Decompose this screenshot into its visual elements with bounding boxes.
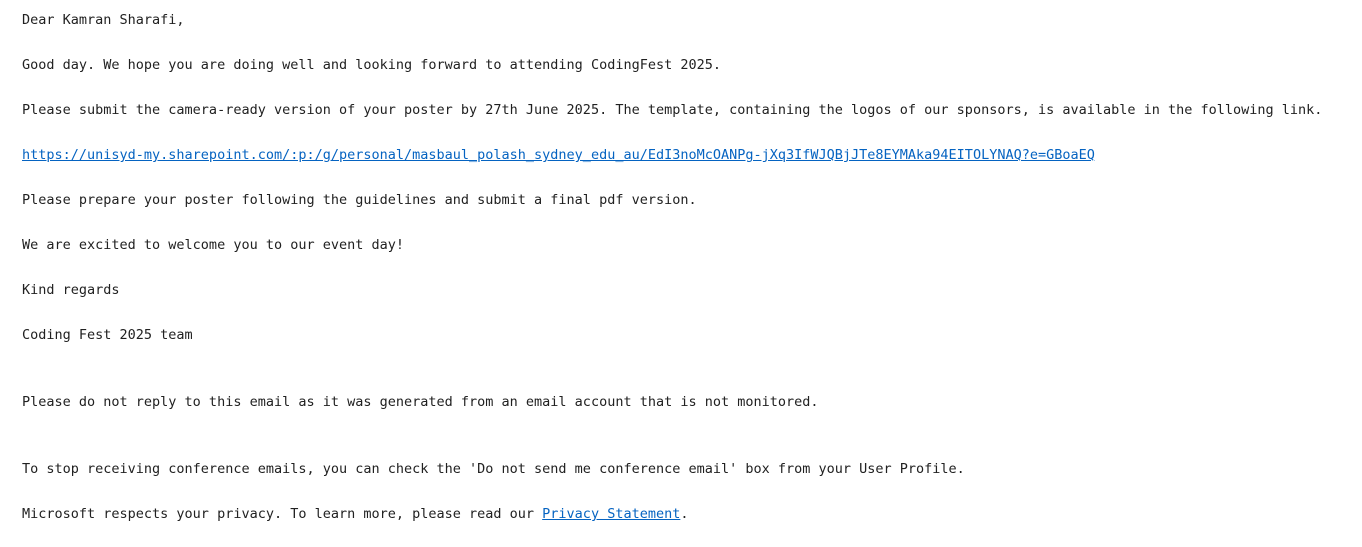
- signoff-line: Kind regards: [22, 282, 120, 298]
- sharepoint-link-line: [22, 144, 1352, 166]
- unsubscribe-notice-line: To stop receiving conference emails, you can check the 'Do not send me conference email' box from your User Profile.: [22, 461, 965, 477]
- privacy-line: [22, 503, 1352, 525]
- welcome-line: We are excited to welcome you to our event day!: [22, 237, 405, 253]
- privacy-text-after: .: [680, 506, 689, 522]
- salutation: Dear Kamran Sharafi,: [22, 12, 185, 28]
- submission-request-line: Please submit the camera-ready version of your poster by 27th June 2025. The template, containing the logos of our sponsors, is available in the following link.: [22, 102, 1323, 118]
- blank-line: [22, 436, 1352, 458]
- greeting-line: Good day. We hope you are doing well and looking forward to attending CodingFest 2025.: [22, 57, 721, 73]
- privacy-text-before: Microsoft respects your privacy. To learn more, please read our: [22, 506, 543, 522]
- no-reply-notice-line: Please do not reply to this email as it was generated from an email account that is not monitored.: [22, 394, 819, 410]
- team-signature-line: Coding Fest 2025 team: [22, 327, 193, 343]
- prepare-instruction-line: Please prepare your poster following the guidelines and submit a final pdf version.: [22, 192, 697, 208]
- blank-line: [22, 369, 1352, 391]
- sharepoint-template-link[interactable]: https://unisyd-my.sharepoint.com/:p:/g/personal/masbaul_polash_sydney_edu_au/EdI3noMcOANPg-jXq3IfWJQBjJTe8EYMAka94EITOLYNAQ?e=GBoaEQ: [22, 147, 1095, 163]
- privacy-statement-link[interactable]: Privacy Statement: [542, 506, 681, 522]
